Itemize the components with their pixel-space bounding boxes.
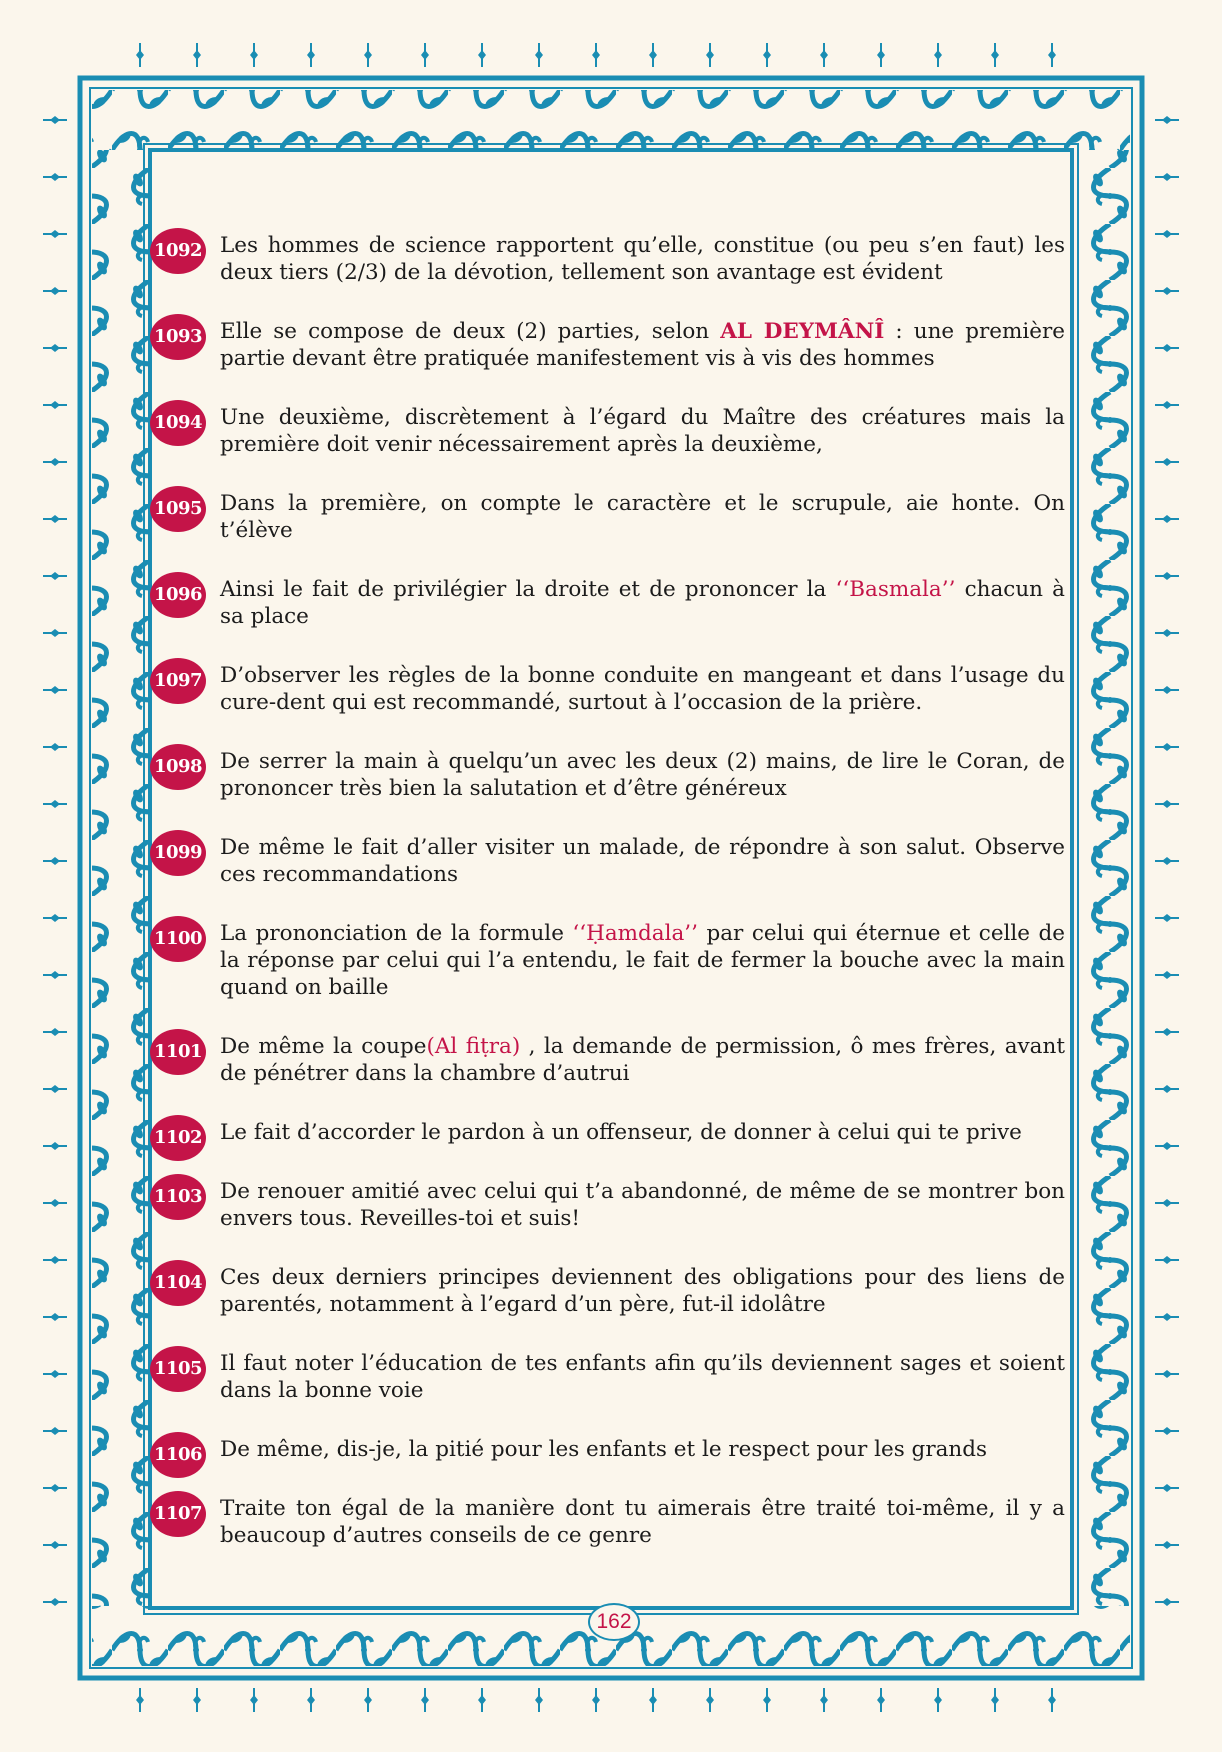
border-spike-ornament [1048,43,1056,67]
border-spike-ornament [991,43,999,67]
highlighted-term: (Al fiṭra) [426,1034,521,1059]
verse-number-badge: 1096 [150,572,206,618]
border-spike-ornament [1155,914,1179,922]
border-spike-ornament [43,914,67,922]
border-spike-ornament [1155,116,1179,124]
border-spike-ornament [1155,629,1179,637]
border-spike-ornament [592,43,600,67]
verse-text: Une deuxième, discrètement à l’égard du Maître des créatures mais la première doit venir nécessairement après la deuxième, [220,405,1065,457]
border-spike-ornament [43,1028,67,1036]
border-spike-ornament [1155,857,1179,865]
border-spike-ornament [43,629,67,637]
border-spike-ornament [43,1484,67,1492]
verse-number-badge: 1097 [150,658,206,704]
highlighted-term: ‘‘Ḥamdala’’ [572,921,698,946]
verse-text: Dans la première, on compte le caractère et le scrupule, aie honte. On t’élève [220,491,1065,543]
verse-number-badge: 1103 [150,1174,206,1220]
border-spike-ornament [43,1142,67,1150]
verse-1104 [150,1264,1065,1318]
border-spike-ornament [934,43,942,67]
verse-number-badge: 1094 [150,400,206,446]
highlighted-term: ‘‘Basmala’’ [835,577,956,602]
border-spike-ornament [706,43,714,67]
border-spike-ornament [43,1313,67,1321]
verse-text: Traite ton égal de la manière dont tu aimerais être traité toi-même, il y a beaucoup d’autres conseils de ce genre [220,1496,1065,1548]
border-spike-ornament [1155,401,1179,409]
verse-number-badge: 1101 [150,1029,206,1075]
verse-number-badge: 1095 [150,486,206,532]
border-spike-ornament [43,1427,67,1435]
border-spike-ornament [1155,800,1179,808]
border-spike-ornament [706,1688,714,1712]
verse-text-part: par celui qui éternue et celle de la réponse par celui qui l’a entendu, le fait de fermer la bouche avec la main quand on baille [220,921,1065,1000]
border-spike-ornament [1155,743,1179,751]
verse-1101 [150,1033,1065,1087]
verse-number-badge: 1104 [150,1260,206,1306]
border-spike-ornament [193,1688,201,1712]
border-spike-ornament [1155,1028,1179,1036]
border-spike-ornament [421,43,429,67]
border-spike-ornament [1155,1199,1179,1207]
border-spike-ornament [250,43,258,67]
verse-text: De serrer la main à quelqu’un avec les deux (2) mains, de lire le Coran, de prononcer très bien la salutation et d’être généreux [220,749,1065,801]
highlighted-term: AL DEYMÂNÎ [720,319,885,344]
page-number: 162 [588,1603,640,1641]
verse-number-badge: 1105 [150,1346,206,1392]
verse-text-part: La prononciation de la formule [220,921,573,946]
border-spike-ornament [43,230,67,238]
border-spike-ornament [43,1370,67,1378]
border-spike-ornament [1155,173,1179,181]
border-spike-ornament [43,1199,67,1207]
verse-1106 [150,1436,1065,1463]
border-spike-ornament [136,43,144,67]
verse-1095 [150,490,1065,544]
verse-1094 [150,404,1065,458]
border-spike-ornament [592,1688,600,1712]
verse-number-badge: 1107 [150,1491,206,1537]
verse-1107 [150,1495,1065,1549]
border-spike-ornament [1155,971,1179,979]
verse-1096 [150,576,1065,630]
verse-number-badge: 1100 [150,916,206,962]
verse-text: Ces deux derniers principes deviennent des obligations pour des liens de parentés, notamment à l’egard d’un père, fut-il idolâtre [220,1265,1065,1317]
border-spike-ornament [421,1688,429,1712]
border-spike-ornament [43,743,67,751]
verse-text: Le fait d’accorder le pardon à un offenseur, de donner à celui qui te prive [220,1120,1022,1145]
border-spike-ornament [43,572,67,580]
verse-number-badge: 1099 [150,830,206,876]
verse-text-part: De même la coupe [220,1034,427,1059]
verse-number-badge: 1098 [150,744,206,790]
verse-text: De même le fait d’aller visiter un malade, de répondre à son salut. Observe ces recommandations [220,835,1065,887]
border-spike-ornament [1048,1688,1056,1712]
verse-number-badge: 1092 [150,228,206,274]
border-spike-ornament [1155,1256,1179,1264]
verse-text-part: , la demande de permission, ô mes frères, avant de pénétrer dans la chambre d’autrui [220,1034,1065,1086]
verse-1092 [150,232,1065,286]
border-spike-ornament [43,800,67,808]
verse-number-badge: 1093 [150,314,206,360]
verse-text-part: Ainsi le fait de privilégier la droite et de prononcer la [220,577,836,602]
border-spike-ornament [1155,1598,1179,1606]
verse-text-part: chacun à sa place [220,577,1065,629]
border-spike-ornament [934,1688,942,1712]
border-spike-ornament [364,43,372,67]
verse-text: De même, dis-je, la pitié pour les enfants et le respect pour les grands [220,1437,988,1462]
border-spike-ornament [1155,572,1179,580]
border-spike-ornament [1155,230,1179,238]
border-spike-ornament [43,857,67,865]
border-spike-ornament [43,1085,67,1093]
border-spike-ornament [43,1541,67,1549]
verse-text: D’observer les règles de la bonne conduite en mangeant et dans l’usage du cure-dent qui est recommandé, surtout à l’occasion de la prière. [220,663,1065,715]
border-spike-ornament [820,1688,828,1712]
verse-number-badge: 1106 [150,1432,206,1478]
border-spike-ornament [364,1688,372,1712]
border-spike-ornament [1155,1313,1179,1321]
border-spike-ornament [1155,1085,1179,1093]
verse-1103 [150,1178,1065,1232]
border-spike-ornament [1155,344,1179,352]
verse-1097 [150,662,1065,716]
verse-text: De renouer amitié avec celui qui t’a abandonné, de même de se montrer bon envers tous. Reveilles-toi et suis! [220,1179,1065,1231]
verse-1105 [150,1350,1065,1404]
border-spike-ornament [43,686,67,694]
border-spike-ornament [478,1688,486,1712]
border-spike-ornament [991,1688,999,1712]
border-spike-ornament [250,1688,258,1712]
border-spike-ornament [877,1688,885,1712]
border-spike-ornament [1155,1484,1179,1492]
border-spike-ornament [136,1688,144,1712]
border-spike-ornament [43,401,67,409]
verse-1093 [150,318,1065,372]
border-spike-ornament [1155,458,1179,466]
verse-1098 [150,748,1065,802]
border-spike-ornament [1155,1370,1179,1378]
border-spike-ornament [1155,1541,1179,1549]
verse-text [220,318,1065,372]
border-spike-ornament [877,43,885,67]
border-spike-ornament [43,173,67,181]
border-spike-ornament [1155,1427,1179,1435]
verse-list [150,232,1065,1581]
verse-text-part: Elle se compose de deux (2) parties, selon [220,319,721,344]
border-spike-ornament [193,43,201,67]
border-spike-ornament [307,43,315,67]
border-spike-ornament [820,43,828,67]
verse-1099 [150,834,1065,888]
border-spike-ornament [43,116,67,124]
border-spike-ornament [43,458,67,466]
verse-text: Il faut noter l’éducation de tes enfants afin qu’ils deviennent sages et soient dans la bonne voie [220,1351,1065,1403]
border-spike-ornament [43,344,67,352]
verse-number-badge: 1102 [150,1115,206,1161]
verse-1100 [150,920,1065,1001]
border-spike-ornament [763,43,771,67]
border-spike-ornament [1155,1142,1179,1150]
verse-1102 [150,1119,1065,1146]
border-spike-ornament [649,1688,657,1712]
verse-text [220,576,1065,630]
border-spike-ornament [1155,515,1179,523]
border-spike-ornament [1155,686,1179,694]
border-spike-ornament [649,43,657,67]
border-spike-ornament [43,515,67,523]
border-spike-ornament [307,1688,315,1712]
border-spike-ornament [43,1256,67,1264]
border-spike-ornament [43,971,67,979]
verse-text-part: : une première partie devant être pratiquée manifestement vis à vis des hommes [220,319,1065,371]
border-spike-ornament [43,287,67,295]
border-spike-ornament [763,1688,771,1712]
border-spike-ornament [535,1688,543,1712]
border-spike-ornament [43,1598,67,1606]
border-spike-ornament [1155,287,1179,295]
border-spike-ornament [478,43,486,67]
verse-text: Les hommes de science rapportent qu’elle, constitue (ou peu s’en faut) les deux tiers (2/3) de la dévotion, tellement son avantage est évident [220,233,1065,285]
verse-text [220,920,1065,1001]
verse-text [220,1033,1065,1087]
border-spike-ornament [535,43,543,67]
